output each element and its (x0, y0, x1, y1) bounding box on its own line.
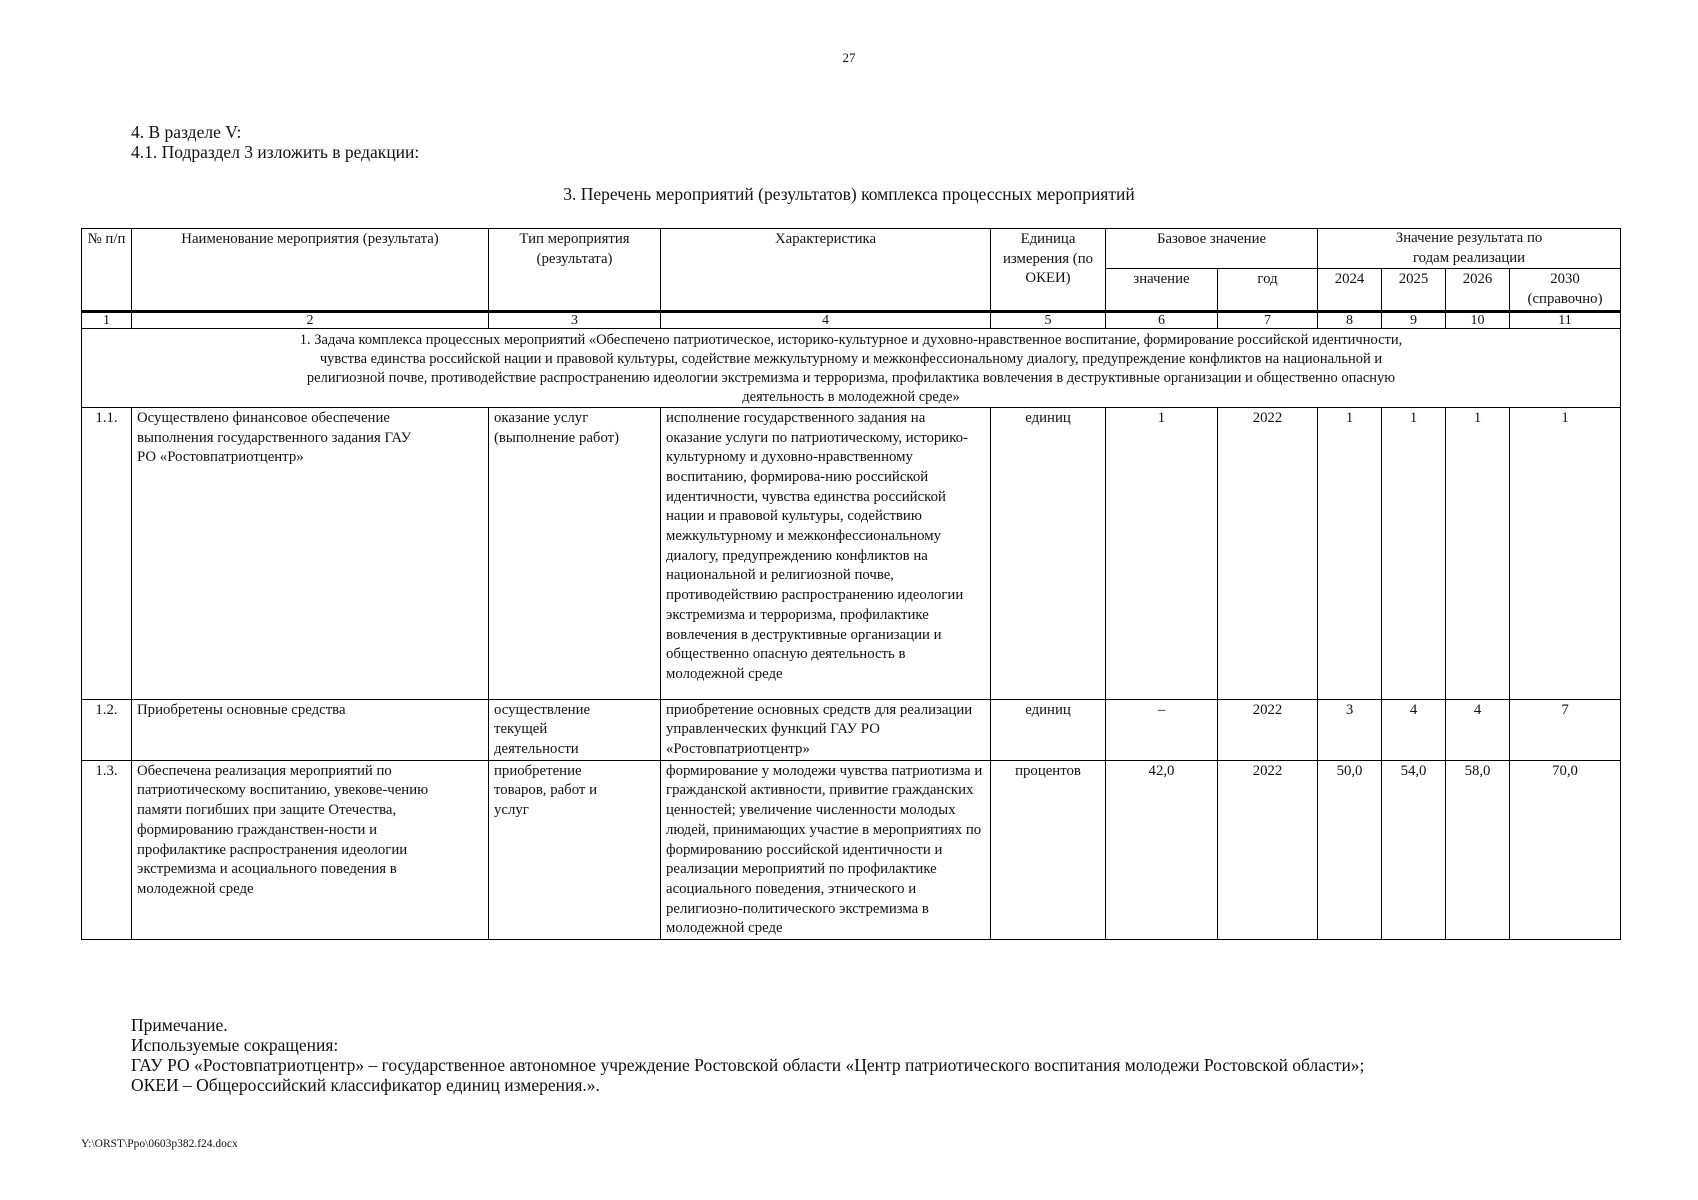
row-name: Приобретены основные средства (132, 699, 489, 760)
column-number: 2 (132, 311, 489, 328)
row-base-value: 1 (1106, 407, 1218, 699)
row-unit: процентов (991, 760, 1106, 939)
row-value-2025: 54,0 (1382, 760, 1446, 939)
row-base-year: 2022 (1218, 407, 1318, 699)
column-numbers-row (82, 311, 1621, 328)
header-base-group: Базовое значение (1106, 229, 1318, 269)
column-number: 3 (489, 311, 661, 328)
column-number: 11 (1510, 311, 1621, 328)
row-value-2026: 1 (1446, 407, 1510, 699)
row-type: оказание услуг (выполнение работ) (489, 407, 661, 699)
measures-table (81, 228, 1621, 940)
row-name: Осуществлено финансовое обеспечение выполнения государственного задания ГАУ РО «Ростовпатриотцентр» (132, 407, 489, 699)
row-value-2026: 58,0 (1446, 760, 1510, 939)
header-2026: 2026 (1446, 269, 1510, 311)
header-base-year: год (1218, 269, 1318, 311)
row-base-year: 2022 (1218, 699, 1318, 760)
row-value-2024: 3 (1318, 699, 1382, 760)
row-characteristic: формирование у молодежи чувства патриотизма и гражданской активности, привитие гражданских ценностей; увеличение численности молодых людей, принимающих участие в мероприятиях по формированию российской идентичности и реализации мероприятий по профилактике асоциального поведения, этнического и религиозно-политического экстремизма в молодежной среде (661, 760, 991, 939)
row-characteristic: исполнение государственного задания на оказание услуги по патриотическому, историко-культурному и духовно-нравственному воспитанию, формирова-нию российской идентичности, чувства единства российской нации и правовой культуры, содействию межкультурному и межконфессиональному диалогу, предупреждению конфликтов на национальной и религиозной почве, противодействию распространению идеологии экстремизма и терроризма, профилактике вовлечения в деструктивные организации и общественно опасную деятельность в молодежной среде (661, 407, 991, 699)
header-type: Тип мероприятия (результата) (489, 229, 661, 312)
task-text: 1. Задача комплекса процессных мероприятий «Обеспечено патриотическое, историко-культурное и духовно-нравственное воспитание, формирование российской идентичности, чувства единства российской нации и правовой культуры, содействие межкультурному и межконфессиональному диалогу, предупреждение конфликтов на национальной и религиозной почве, противодействие распространению идеологии экстремизма и терроризма, профилактика вовлечения в деструктивные организации и общественно опасную деятельность в молодежной среде» (82, 328, 1621, 407)
task-row (82, 328, 1621, 407)
header-base-value: значение (1106, 269, 1218, 311)
row-unit: единиц (991, 407, 1106, 699)
intro-line-2: 4.1. Подраздел 3 изложить в редакции: (131, 142, 420, 162)
row-value-2030: 1 (1510, 407, 1621, 699)
table-row (82, 699, 1621, 760)
notes-line-1: ГАУ РО «Ростовпатриотцентр» – государственное автономное учреждение Ростовской области «Центр патриотического воспитания молодежи Ростовской области»; (131, 1055, 1365, 1075)
notes-line-2: ОКЕИ – Общероссийский классификатор единиц измерения.». (131, 1075, 600, 1095)
page-number: 27 (842, 50, 856, 65)
intro-text (131, 122, 419, 162)
footer-file-path: Y:\ORST\Ppo\0603p382.f24.docx (81, 1138, 238, 1150)
header-name: Наименование мероприятия (результата) (132, 229, 489, 312)
header-unit: Единица измерения (по ОКЕИ) (991, 229, 1106, 312)
row-num: 1.1. (82, 407, 132, 699)
header-result-group: Значение результата по годам реализации (1318, 229, 1621, 269)
row-base-year: 2022 (1218, 760, 1318, 939)
row-value-2024: 1 (1318, 407, 1382, 699)
column-number: 9 (1382, 311, 1446, 328)
header-2025: 2025 (1382, 269, 1446, 311)
row-characteristic: приобретение основных средств для реализации управленческих функций ГАУ РО «Ростовпатриотцентр» (661, 699, 991, 760)
row-value-2030: 70,0 (1510, 760, 1621, 939)
row-value-2025: 1 (1382, 407, 1446, 699)
notes-title: Примечание. (131, 1015, 228, 1035)
notes (131, 1015, 1364, 1095)
row-num: 1.3. (82, 760, 132, 939)
header-2024: 2024 (1318, 269, 1382, 311)
header-num: № п/п (82, 229, 132, 312)
notes-subtitle: Используемые сокращения: (131, 1035, 339, 1055)
intro-line-1: 4. В разделе V: (131, 122, 242, 142)
row-base-value: 42,0 (1106, 760, 1218, 939)
column-number: 10 (1446, 311, 1510, 328)
column-number: 8 (1318, 311, 1382, 328)
column-number: 5 (991, 311, 1106, 328)
column-number: 6 (1106, 311, 1218, 328)
row-type: приобретение товаров, работ и услуг (489, 760, 661, 939)
header-2030: 2030 (справочно) (1510, 269, 1621, 311)
table-title: 3. Перечень мероприятий (результатов) комплекса процессных мероприятий (563, 184, 1135, 204)
row-num: 1.2. (82, 699, 132, 760)
row-type: осуществление текущей деятельности (489, 699, 661, 760)
column-number: 1 (82, 311, 132, 328)
row-value-2026: 4 (1446, 699, 1510, 760)
header-characteristic: Характеристика (661, 229, 991, 312)
row-unit: единиц (991, 699, 1106, 760)
column-number: 7 (1218, 311, 1318, 328)
table-row (82, 407, 1621, 699)
table-row (82, 760, 1621, 939)
row-name: Обеспечена реализация мероприятий по патриотическому воспитанию, увекове-чению памяти погибших при защите Отечества, формированию гражданствен-ности и профилактике распространения идеологии экстремизма и асоциального поведения в молодежной среде (132, 760, 489, 939)
row-value-2025: 4 (1382, 699, 1446, 760)
column-number: 4 (661, 311, 991, 328)
row-value-2030: 7 (1510, 699, 1621, 760)
row-value-2024: 50,0 (1318, 760, 1382, 939)
row-base-value: – (1106, 699, 1218, 760)
